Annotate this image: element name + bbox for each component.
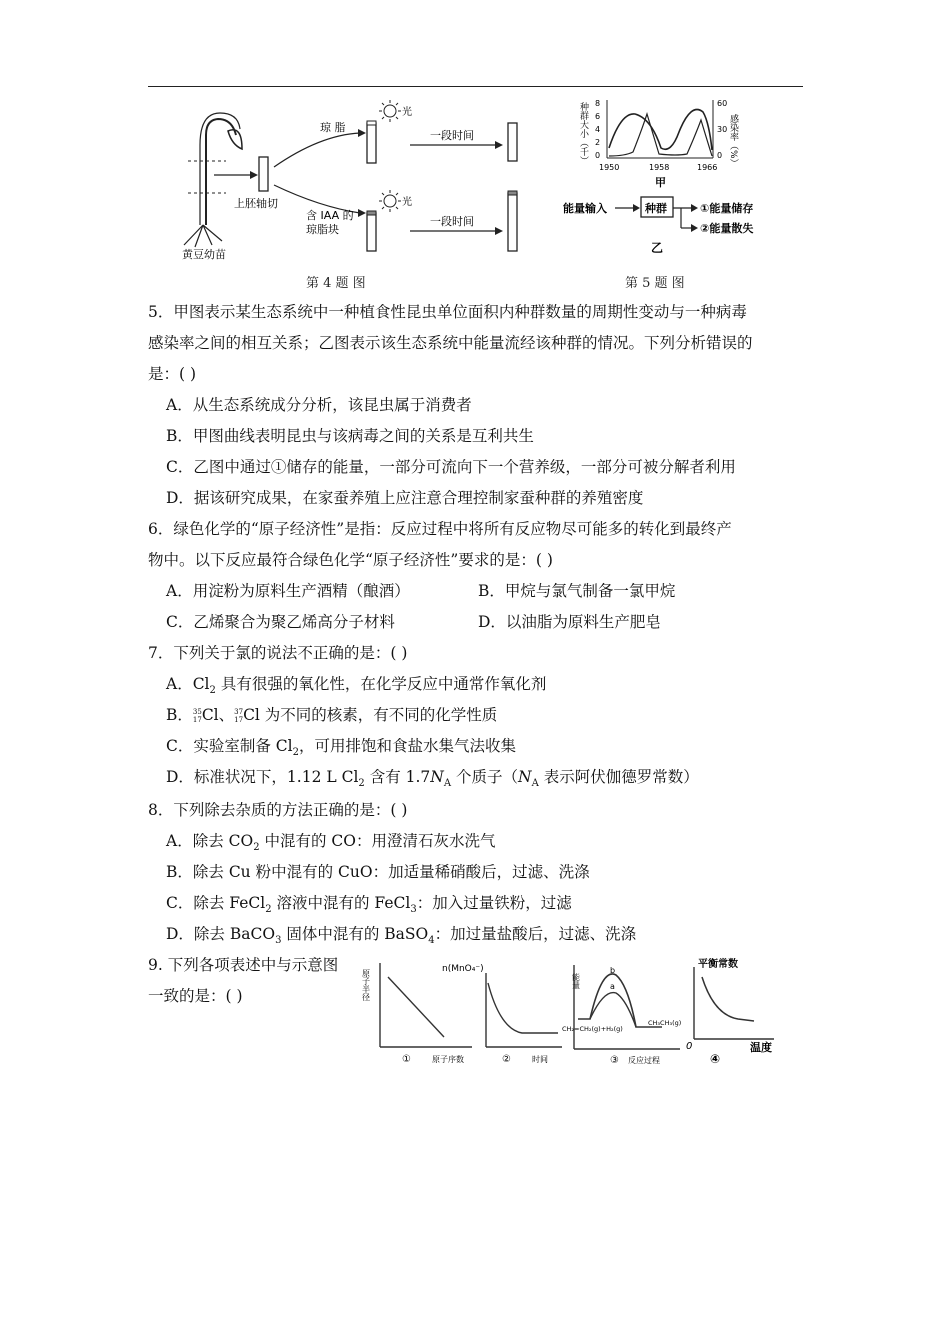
g1-line bbox=[388, 977, 444, 1037]
question-8 bbox=[148, 795, 808, 950]
label-seedling: 黄豆幼苗 bbox=[182, 248, 226, 261]
q5-option-d: D．据该研究成果，在家蚕养殖上应注意合理控制家蚕种群的养殖密度 bbox=[166, 489, 644, 507]
g4-num: ④ bbox=[710, 1052, 721, 1066]
q6-option-b: B．甲烷与氯气制备一氯甲烷 bbox=[478, 582, 676, 600]
q6-stem: 物中。以下反应最符合绿色化学“原子经济性”要求的是：( ) bbox=[148, 551, 553, 569]
seedling-stem bbox=[206, 119, 236, 225]
label-iaa-1: 含 IAA 的 bbox=[306, 209, 354, 222]
jia-xtick: 1950 bbox=[599, 163, 620, 172]
g3-b: b bbox=[610, 966, 616, 975]
g1-num: ① bbox=[402, 1054, 411, 1065]
sun-icon bbox=[384, 105, 396, 117]
q7-option-d: D．标准状况下，1.12 L $Cl_2$ 含有 $1.7N_A$ 个质子（$N_A$ 表示阿伏伽德罗常数） bbox=[166, 768, 699, 790]
label-light-2: 光 bbox=[402, 197, 412, 208]
jia-xtick: 1966 bbox=[697, 163, 718, 172]
yi-label: 乙 bbox=[651, 241, 664, 255]
jia-tick-left: 0 bbox=[595, 151, 601, 160]
g1-ylabel: 原子半径 bbox=[362, 969, 371, 1001]
question-9 bbox=[148, 950, 358, 1012]
yi-out-2: ②能量散失 bbox=[700, 222, 754, 235]
q8-option-b: B．除去 Cu 粉中混有的 CuO：加适量稀硝酸后，过滤、洗涤 bbox=[166, 863, 590, 881]
question-7 bbox=[148, 638, 808, 793]
yi-input: 能量输入 bbox=[563, 202, 607, 215]
g4-origin: 0 bbox=[686, 1041, 693, 1052]
population-curve bbox=[609, 110, 712, 151]
epicotyl-segment bbox=[259, 157, 268, 191]
question-5 bbox=[148, 297, 808, 514]
figure-9 bbox=[362, 955, 782, 1070]
q5-stem: 5．甲图表示某生态系统中一种植食性昆虫单位面积内种群数量的周期性变动与一种病毒 bbox=[148, 303, 747, 321]
graph-3 bbox=[562, 965, 681, 1066]
q7-stem: 7．下列关于氯的说法不正确的是：( ) bbox=[148, 644, 408, 662]
jia-tick-left: 4 bbox=[595, 125, 601, 134]
q6-row-2 bbox=[148, 607, 808, 638]
jia-tick-right: 60 bbox=[717, 99, 728, 108]
jia-xtick: 1958 bbox=[649, 163, 670, 172]
label-iaa-2: 琼脂块 bbox=[306, 223, 339, 236]
figure-5-caption: 第 5 题 图 bbox=[625, 276, 685, 291]
q7-option-c: C．实验室制备 $Cl_2$，可用排饱和食盐水集气法收集 bbox=[166, 737, 516, 759]
g3-xlabel: 反应过程 bbox=[628, 1056, 660, 1065]
jia-tick-left: 6 bbox=[595, 112, 601, 121]
jia-tick-left: 8 bbox=[595, 99, 601, 108]
jia-tick-left: 2 bbox=[595, 138, 601, 147]
header-rule bbox=[148, 86, 803, 87]
q7-option-a: A．$Cl_2$ 具有很强的氧化性，在化学反应中通常作氧化剂 bbox=[166, 675, 547, 697]
seedling-roots bbox=[184, 225, 222, 247]
graph-4 bbox=[686, 957, 774, 1066]
label-light-1: 光 bbox=[402, 107, 412, 118]
jia-label: 甲 bbox=[655, 176, 666, 189]
g2-ylabel: n(MnO₄⁻) bbox=[442, 964, 484, 974]
infection-curve bbox=[609, 114, 712, 156]
g1-xlabel: 原子序数 bbox=[432, 1055, 464, 1064]
g2-xlabel: 时间 bbox=[532, 1055, 548, 1064]
sun-icon bbox=[384, 195, 396, 207]
q9-stem: 9. 下列各项表述中与示意图 bbox=[148, 956, 339, 974]
jia-ylabel-right: 感染率（%） bbox=[728, 114, 738, 168]
g3-left-species: CH₂=CH₂(g)+H₂(g) bbox=[562, 1025, 623, 1033]
label-epicotyl-cut: 上胚轴切 bbox=[234, 197, 278, 210]
q6-option-a: A．用淀粉为原料生产酒精（酿酒） bbox=[166, 582, 410, 600]
jia-tick-right: 30 bbox=[717, 125, 728, 134]
q5-option-c: C．乙图中通过①储存的能量，一部分可流向下一个营养级，一部分可被分解者利用 bbox=[166, 458, 736, 476]
q8-option-d: D．除去 BaCO$_3$ 固体中混有的 BaSO$_4$：加过量盐酸后，过滤、洗涤 bbox=[166, 925, 637, 947]
graph-2 bbox=[442, 964, 562, 1065]
q5-stem: 是：( ) bbox=[148, 365, 197, 383]
figure-5 bbox=[555, 92, 795, 262]
figure-4 bbox=[170, 95, 540, 265]
g4-xlabel: 温度 bbox=[750, 1041, 772, 1054]
g3-num: ③ bbox=[610, 1055, 619, 1066]
g2-num: ② bbox=[502, 1054, 511, 1065]
label-agar: 琼 脂 bbox=[320, 121, 346, 134]
label-time-1: 一段时间 bbox=[430, 129, 474, 142]
jia-tick-right: 0 bbox=[717, 151, 723, 160]
q9-stem: 一致的是：( ) bbox=[148, 987, 243, 1005]
graph-1 bbox=[362, 963, 472, 1065]
g3-a: a bbox=[610, 982, 615, 991]
g3-ylabel: 能量 bbox=[571, 973, 581, 989]
g2-curve bbox=[488, 983, 558, 1033]
q5-stem: 感染率之间的相互关系；乙图表示该生态系统中能量流经该种群的情况。下列分析错误的 bbox=[148, 334, 753, 352]
yi-population: 种群 bbox=[645, 202, 667, 215]
g4-curve bbox=[702, 977, 754, 1021]
q8-option-a: A．除去 $CO_2$ 中混有的 CO：用澄清石灰水洗气 bbox=[166, 832, 496, 854]
q6-option-c: C．乙烯聚合为聚乙烯高分子材料 bbox=[166, 613, 395, 631]
q8-stem: 8．下列除去杂质的方法正确的是：( ) bbox=[148, 801, 408, 819]
q6-option-d: D．以油脂为原料生产肥皂 bbox=[478, 613, 661, 631]
yi-out-1: ①能量储存 bbox=[700, 202, 754, 215]
figure-4-caption: 第 4 题 图 bbox=[306, 276, 366, 291]
q7-option-b: B．35 17Cl、37 17Cl 为不同的核素，有不同的化学性质 bbox=[166, 706, 498, 724]
g3-right-species: CH₃CH₃(g) bbox=[648, 1019, 682, 1027]
label-time-2: 一段时间 bbox=[430, 215, 474, 228]
q5-option-b: B．甲图曲线表明昆虫与该病毒之间的关系是互利共生 bbox=[166, 427, 534, 445]
q6-stem: 6．绿色化学的“原子经济性”是指：反应过程中将所有反应物尽可能多的转化到最终产 bbox=[148, 520, 732, 538]
q8-option-c: C．除去 FeCl$_2$ 溶液中混有的 FeCl$_3$：加入过量铁粉，过滤 bbox=[166, 894, 572, 916]
g4-ylabel: 平衡常数 bbox=[698, 959, 738, 970]
q6-row-1 bbox=[148, 576, 808, 607]
q5-option-a: A．从生态系统成分分析，该昆虫属于消费者 bbox=[166, 396, 472, 414]
jia-ylabel-left: 种群大小（千） bbox=[578, 102, 588, 165]
question-6 bbox=[148, 514, 808, 638]
